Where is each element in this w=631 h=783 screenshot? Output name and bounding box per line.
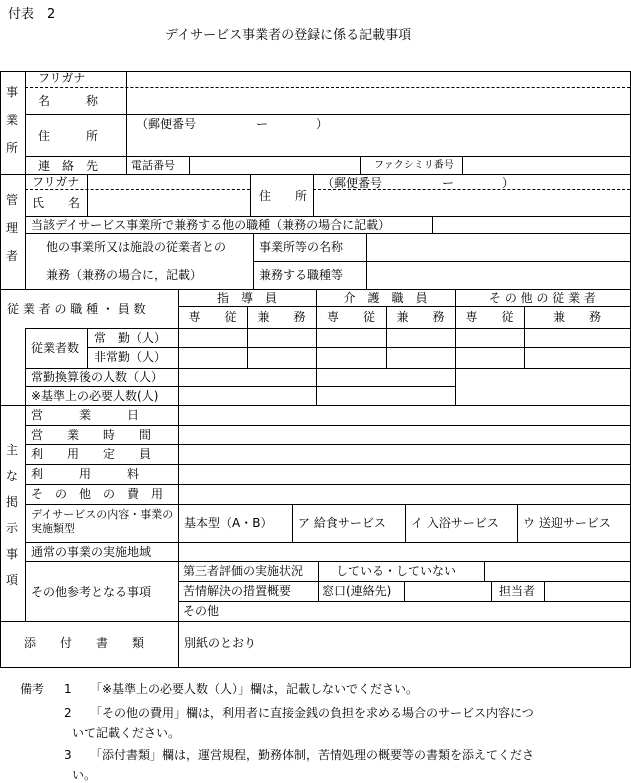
other-label: その他 bbox=[183, 604, 220, 618]
contact-window-label: 窓口(連絡先) bbox=[322, 584, 392, 598]
note-3-line1: 「添付書類」欄は，運営規程，勤務体制，苦情処理の概要等の書類を添えてくださ bbox=[90, 748, 535, 762]
sub-fulltime-dedicated-3: 専 従 bbox=[465, 310, 514, 324]
staff-count-label: 従業者数 bbox=[31, 341, 80, 355]
sub-concurrent-2: 兼 務 bbox=[396, 310, 445, 324]
office-furigana-label: フリガナ bbox=[38, 71, 86, 85]
office-phone-label: 電話番号 bbox=[131, 159, 175, 172]
note-3-line2: い。 bbox=[72, 768, 97, 782]
fulltime-label: 常 勤（人） bbox=[94, 331, 167, 345]
business-hours-label: 営 業 時 間 bbox=[31, 428, 152, 442]
attachments-label: 添 付 書 類 bbox=[24, 636, 145, 650]
manager-furigana-label: フリガナ bbox=[32, 175, 80, 189]
type-bath: イ 入浴サービス bbox=[411, 516, 499, 530]
business-days-label: 営 業 日 bbox=[31, 408, 140, 422]
other-duty-label-line1: 他の事業所又は施設の従業者との bbox=[46, 240, 227, 254]
staff-heading: 従 業 者 の 職 種 ・ 員 数 bbox=[7, 302, 146, 316]
service-content-label-line2: 実施類型 bbox=[31, 522, 75, 535]
duty-type-label: 兼務する職種等 bbox=[259, 268, 344, 282]
fte-label: 常勤換算後の人数（人） bbox=[31, 370, 164, 384]
fee-label: 利 用 料 bbox=[31, 467, 140, 481]
section-label-manager: 管 理 者 bbox=[5, 193, 18, 263]
other-fees-label: そ の 他 の 費 用 bbox=[31, 487, 164, 501]
service-content-label-line1: デイサービスの内容・事業の bbox=[31, 508, 174, 521]
type-basic: 基本型（A・B） bbox=[184, 516, 273, 530]
notes-heading: 備考 bbox=[20, 682, 45, 696]
note-2-line1: 「その他の費用」欄は，利用者に直接金銭の負担を求める場合のサービス内容につ bbox=[90, 706, 534, 720]
sub-fulltime-dedicated-1: 専 従 bbox=[188, 310, 237, 324]
type-meal: ア 給食サービス bbox=[298, 516, 386, 530]
sub-concurrent-1: 兼 務 bbox=[257, 310, 306, 324]
third-party-eval-label: 第三者評価の実施状況 bbox=[183, 564, 304, 578]
required-count-label: ※基準上の必要人数(人) bbox=[31, 389, 159, 403]
office-address-label: 住 所 bbox=[38, 129, 99, 143]
office-fax-label: ファクシミリ番号 bbox=[374, 160, 454, 171]
col-instructor: 指 導 員 bbox=[216, 291, 277, 305]
manager-name-label: 氏 名 bbox=[32, 196, 81, 210]
page-title: デイサービス事業者の登録に係る記載事項 bbox=[165, 28, 412, 43]
concurrent-duty-label: 当該デイサービス事業所で兼務する他の職種（兼務の場合に記載） bbox=[31, 218, 391, 232]
service-area-label: 通常の事業の実施地域 bbox=[31, 545, 152, 559]
other-reference-label: その他参考となる事項 bbox=[31, 585, 152, 599]
office-name-field-label: 事業所等の名称 bbox=[259, 240, 344, 254]
col-care-staff: 介 護 職 員 bbox=[343, 291, 428, 305]
note-1: 「※基準上の必要人数（人）」欄は，記載しないでください。 bbox=[90, 682, 419, 696]
capacity-label: 利 用 定 員 bbox=[31, 447, 152, 461]
note-2-line2: いて記載ください。 bbox=[72, 726, 181, 740]
third-party-eval-value: している・していない bbox=[336, 564, 457, 578]
office-contact-label: 連 絡 先 bbox=[38, 159, 99, 173]
section-label-office: 事 業 所 bbox=[5, 85, 18, 155]
parttime-label: 非常勤（人） bbox=[94, 350, 167, 364]
person-in-charge-label: 担当者 bbox=[499, 584, 536, 598]
section-label-notices: 主 な 掲 示 事 項 bbox=[5, 443, 18, 587]
manager-postal: （郵便番号 ー ） bbox=[322, 176, 515, 190]
office-postal: （郵便番号 ー ） bbox=[136, 117, 329, 131]
sub-concurrent-3: 兼 務 bbox=[552, 310, 601, 324]
note-1-number: 1 bbox=[64, 682, 72, 696]
type-transport: ウ 送迎サービス bbox=[523, 516, 611, 530]
manager-address-label: 住 所 bbox=[259, 189, 308, 203]
note-2-number: 2 bbox=[64, 706, 72, 720]
other-duty-label-line2: 兼務（兼務の場合に，記載） bbox=[46, 268, 203, 282]
col-other-staff: そ の 他 の 従 業 者 bbox=[489, 291, 596, 305]
annex-label: 付表 2 bbox=[8, 7, 56, 22]
complaint-label: 苦情解決の措置概要 bbox=[183, 584, 292, 598]
office-name-label: 名 称 bbox=[38, 94, 99, 108]
note-3-number: 3 bbox=[64, 748, 72, 762]
attachments-value: 別紙のとおり bbox=[184, 636, 257, 650]
sub-fulltime-dedicated-2: 専 従 bbox=[326, 310, 375, 324]
